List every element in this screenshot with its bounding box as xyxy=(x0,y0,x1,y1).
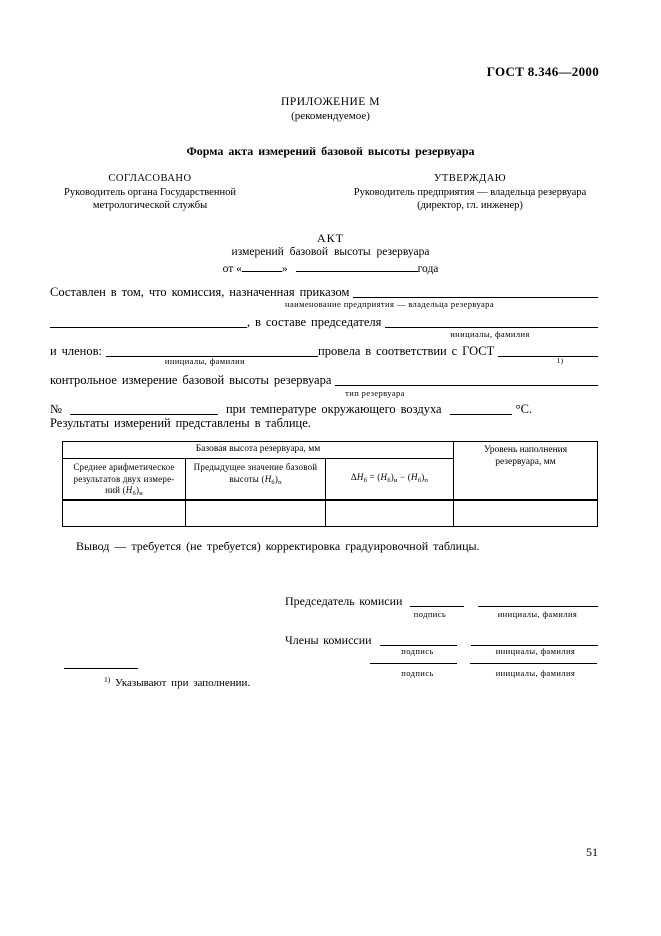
chairman-name-note: инициалы, фамилия xyxy=(497,609,578,619)
table-header-base-height-label: Базовая высота резервуара, мм xyxy=(195,444,321,455)
note-tank-type: тип резервуара xyxy=(345,388,405,398)
member2-sign-blank xyxy=(370,663,457,664)
appendix-title: ПРИЛОЖЕНИЕ М xyxy=(281,96,380,108)
note-initials-surname-1: инициалы, фамилия xyxy=(450,329,530,339)
form-title: Форма акта измерений базовой высоты резервуара xyxy=(186,144,475,158)
body-line-5 xyxy=(50,400,598,417)
gost-number: ГОСТ 8.346—2000 xyxy=(486,64,599,79)
formula-delta: Δ xyxy=(350,471,357,482)
footnote-text: Указывают при заполнении. xyxy=(115,677,251,689)
member1-sign-note: подпись xyxy=(401,646,434,656)
table-header-base-height xyxy=(63,442,454,459)
body-line-3-text-b: провела в соответствии с ГОСТ xyxy=(318,344,495,358)
mean-line3 xyxy=(63,485,185,500)
prev-line2-text: высоты ( xyxy=(229,473,265,484)
note-initials-surnames: инициалы, фамилии xyxy=(164,356,246,366)
chairman-name-blank xyxy=(478,594,598,607)
temperature-blank xyxy=(450,402,512,415)
date-month-blank xyxy=(296,260,418,272)
mean-sub-i: и xyxy=(139,490,143,497)
prev-sub-p: п xyxy=(278,478,282,486)
mean-close-paren: ) xyxy=(136,485,140,495)
tank-number-label: № xyxy=(50,402,62,416)
member2-name-blank xyxy=(470,663,597,664)
chairman-signature-row xyxy=(285,592,598,609)
table-data-cell-level xyxy=(454,499,597,526)
body-line-6-text: Результаты измерений представлены в таблице. xyxy=(50,416,311,430)
mean-line2: результатов двух измере- xyxy=(73,473,175,484)
body-line-5-text: при температуре окружающего воздуха xyxy=(225,402,442,416)
prev-line1: Предыдущее значение базовой xyxy=(193,462,318,472)
tank-type-blank xyxy=(335,373,598,386)
mean-h-symbol: Н xyxy=(125,485,133,495)
prev-sub-b: б xyxy=(271,478,275,486)
formula-s4: б xyxy=(417,476,422,484)
degrees-label: °С. xyxy=(515,402,533,416)
order-blank xyxy=(353,285,598,298)
member1-name-blank xyxy=(471,633,598,646)
page-number: 51 xyxy=(586,845,598,859)
footnote-line xyxy=(104,675,250,689)
footnote-marker: 1) xyxy=(104,675,111,684)
formula-h1: Н xyxy=(356,471,364,482)
appendix-subtitle: (рекомендуемое) xyxy=(291,110,370,122)
act-date-line xyxy=(0,260,661,275)
formula-c2: ) xyxy=(421,471,425,482)
note-enterprise-name: наименование предприятия — владельца резервуара xyxy=(285,299,494,309)
body-line-1 xyxy=(50,283,598,300)
agreed-title: СОГЛАСОВАНО xyxy=(108,173,192,184)
member2-sign-note: подпись xyxy=(401,668,434,678)
act-date-prefix: от « xyxy=(222,263,242,275)
formula-s3: и xyxy=(393,476,398,484)
fill-level-line1: Уровень наполнения xyxy=(483,445,568,455)
table-header-fill-level xyxy=(454,442,597,499)
act-title: АКТ xyxy=(317,231,344,245)
approved-block xyxy=(340,172,600,213)
formula-s1: б xyxy=(363,476,368,484)
table-data-cell-delta xyxy=(326,499,454,526)
table-data-cell-previous xyxy=(186,499,326,526)
conclusion-line: Вывод — требуется (не требуется) корректировка градуировочной таблицы. xyxy=(76,539,480,553)
approved-line1: Руководитель предприятия — владельца резервуара xyxy=(353,186,587,198)
tank-number-blank xyxy=(70,402,218,415)
table-subheader-mean xyxy=(63,459,186,499)
chairman-sign-note: подпись xyxy=(413,609,447,619)
member2-name-note: инициалы, фамилия xyxy=(495,668,576,678)
body-line-2 xyxy=(50,313,598,330)
formula-minus: − ( xyxy=(397,471,411,482)
approved-title: УТВЕРЖДАЮ xyxy=(433,173,507,184)
member1-sign-blank xyxy=(380,633,457,646)
agreed-block xyxy=(30,172,270,213)
mean-sub-b: б xyxy=(132,490,137,497)
members-label: Члены комиссии xyxy=(285,633,372,647)
results-table xyxy=(62,441,598,527)
footnote-rule xyxy=(64,668,138,669)
date-day-blank xyxy=(242,260,282,272)
formula-h2: Н xyxy=(380,471,388,482)
body-line-4 xyxy=(50,371,598,388)
mean-line1: Среднее арифметическое xyxy=(73,462,175,472)
formula-c1: ) xyxy=(390,471,394,482)
approved-line2: (директор, гл. инженер) xyxy=(417,200,523,211)
enterprise-blank xyxy=(50,315,247,328)
formula xyxy=(351,472,428,487)
chairman-label: Председатель комисии xyxy=(285,594,403,608)
body-line-6 xyxy=(50,416,598,431)
mean-line3-text: ний ( xyxy=(105,485,126,495)
member1-name-note: инициалы, фамилия xyxy=(495,646,576,656)
prev-line2 xyxy=(186,474,325,489)
fill-level-line2: резервуара, мм xyxy=(495,456,556,467)
formula-eq: = ( xyxy=(367,471,381,482)
body-line-4-text: контрольное измерение базовой высоты резервуара xyxy=(50,373,332,387)
body-line-1-text: Составлен в том, что комиссия, назначенная приказом xyxy=(50,285,350,299)
agreed-line2: метрологической службы xyxy=(92,200,208,211)
formula-s2: б xyxy=(387,476,391,484)
act-year-label: года xyxy=(417,263,439,275)
prev-close-paren: ) xyxy=(274,473,279,484)
chairman-sign-blank xyxy=(410,594,464,607)
body-line-2-text: , в составе председателя xyxy=(247,315,382,329)
table-subheader-formula xyxy=(326,459,454,499)
act-subtitle: измерений базовой высоты резервуара xyxy=(231,246,430,258)
body-line-3 xyxy=(50,342,598,359)
table-data-cell-mean xyxy=(63,499,186,526)
formula-h3: Н xyxy=(410,471,418,482)
body-line-3-text-a: и членов: xyxy=(50,344,103,358)
agreed-line1: Руководитель органа Государственной xyxy=(64,186,236,198)
chairman-blank xyxy=(385,315,598,328)
footnote-marker-ref: 1) xyxy=(556,356,564,365)
table-subheader-previous xyxy=(186,459,326,499)
prev-h-symbol: Н xyxy=(264,473,272,484)
act-date-quote: » xyxy=(281,263,288,275)
formula-s5: п xyxy=(424,476,429,484)
